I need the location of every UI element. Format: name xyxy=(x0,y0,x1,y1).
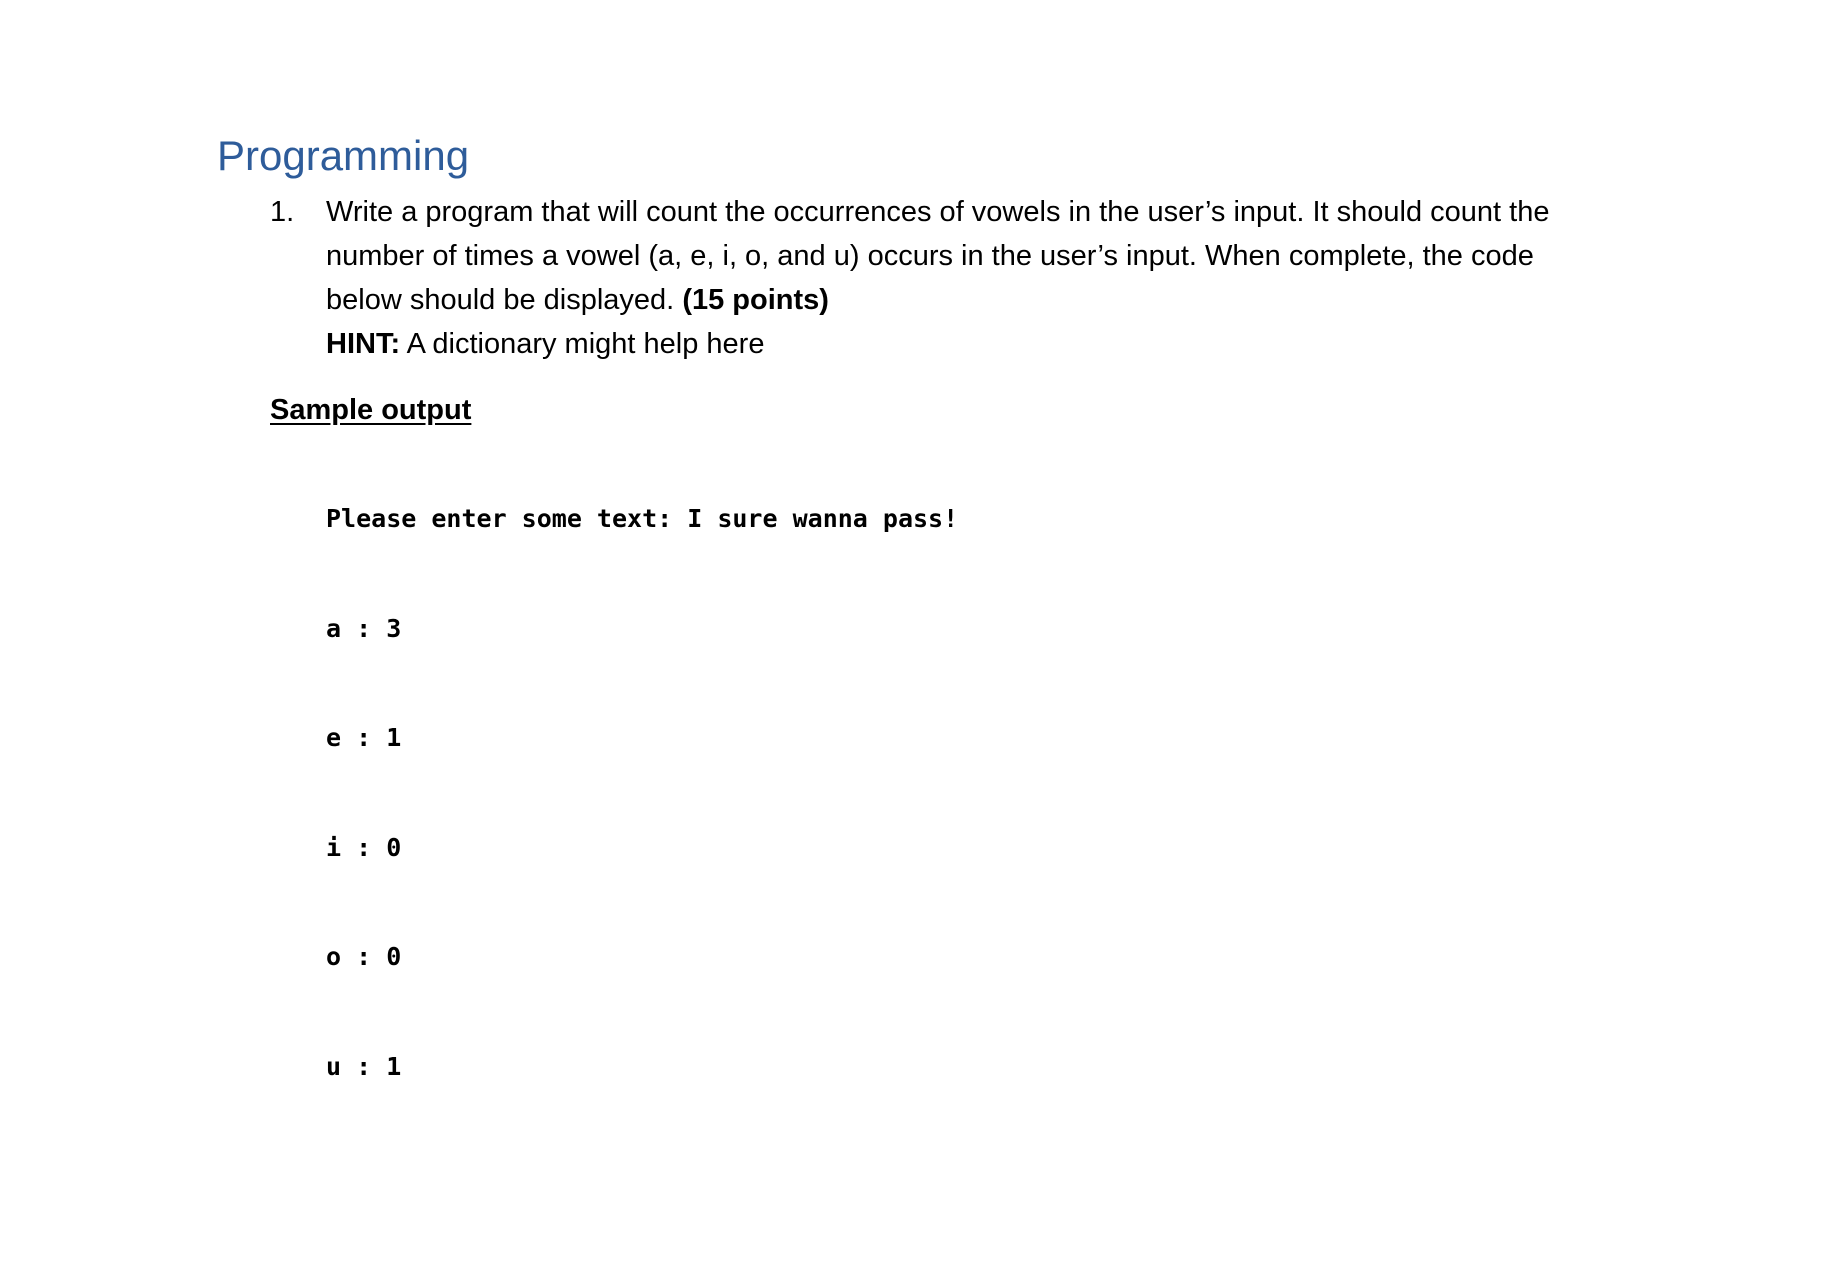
code-line-prompt: Please enter some text: I sure wanna pass! xyxy=(326,504,959,533)
question-item xyxy=(270,190,1610,366)
question-text: Write a program that will count the occurrences of vowels in the user’s input. It should count the number of times a vowel (a, e, i, o, and u) occurs in the user’s input. When complete, the code below should be displayed. xyxy=(326,196,1550,316)
question-body xyxy=(326,190,1610,366)
code-line-e: e : 1 xyxy=(326,723,402,752)
code-line-u: u : 1 xyxy=(326,1051,402,1081)
hint-line xyxy=(326,322,1610,366)
sample-output-code xyxy=(326,428,958,1158)
question-number: 1. xyxy=(270,196,295,228)
code-line-i: i : 0 xyxy=(326,832,402,862)
section-heading: Programming xyxy=(217,132,470,179)
question-points: (15 points) xyxy=(682,284,829,316)
code-line-o: o : 0 xyxy=(326,942,402,971)
sample-output-heading: Sample output xyxy=(270,394,472,426)
hint-label: HINT: xyxy=(326,328,401,360)
hint-text: A dictionary might help here xyxy=(406,328,765,360)
code-line-a: a : 3 xyxy=(326,613,402,643)
